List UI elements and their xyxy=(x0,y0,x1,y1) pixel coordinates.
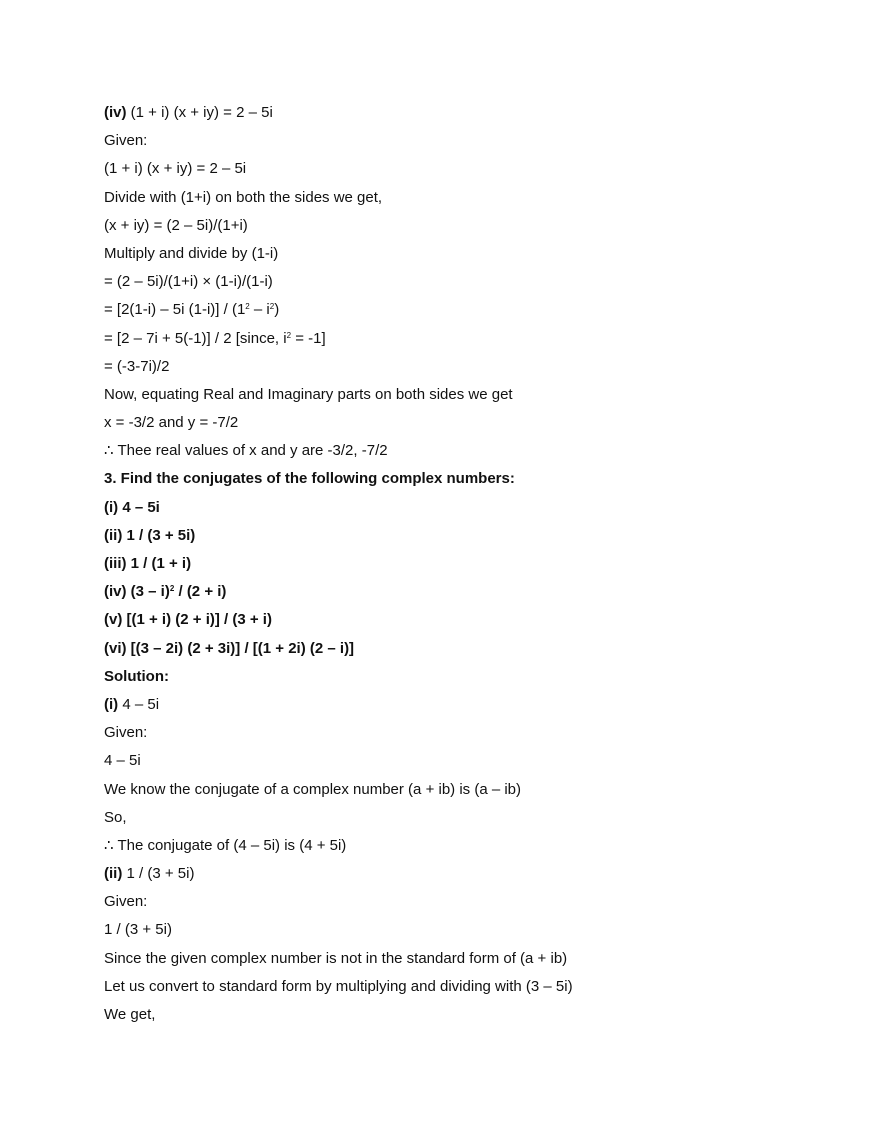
text-line xyxy=(104,327,844,355)
question-item: (v) [(1 + i) (2 + i)] / (3 + i) xyxy=(104,611,272,629)
text-line: Divide with (1+i) on both the sides we get, xyxy=(104,188,383,206)
part-label: (i) xyxy=(104,695,119,713)
question-item: (vi) [(3 – 2i) (2 + 3i)] / [(1 + 2i) (2 – i)] xyxy=(104,639,355,657)
part-label: (ii) xyxy=(104,865,123,883)
text-line: Given: xyxy=(104,132,148,150)
text-line: Multiply and divide by (1-i) xyxy=(104,244,279,262)
text-line: ∴ Thee real values of x and y are -3/2, -7/2 xyxy=(104,442,388,460)
question-heading: 3. Find the conjugates of the following complex numbers: xyxy=(104,470,515,488)
text-line: Now, equating Real and Imaginary parts on both sides we get xyxy=(104,385,513,403)
text-line: Since the given complex number is not in the standard form of (a + ib) xyxy=(104,949,568,967)
text-line: Given: xyxy=(104,893,148,911)
line-text: 1 / (3 + 5i) xyxy=(122,865,195,883)
text-line: = (2 – 5i)/(1+i) × (1-i)/(1-i) xyxy=(104,273,273,291)
text-line: We get, xyxy=(104,1006,156,1023)
line-text: / (2 + i) xyxy=(174,583,227,601)
text-line xyxy=(104,101,844,129)
document-page xyxy=(104,101,844,1031)
text-line xyxy=(104,862,844,890)
text-line: x = -3/2 and y = -7/2 xyxy=(104,414,239,432)
line-text: = -1] xyxy=(291,329,326,347)
line-text: ) xyxy=(274,301,280,319)
text-line xyxy=(104,693,844,721)
text-line: 1 / (3 + 5i) xyxy=(104,921,172,939)
question-item: (ii) 1 / (3 + 5i) xyxy=(104,526,196,544)
text-line xyxy=(104,298,844,326)
question-item xyxy=(104,580,844,608)
solution-heading: Solution: xyxy=(104,667,169,685)
text-line: Let us convert to standard form by multiplying and dividing with (3 – 5i) xyxy=(104,977,573,995)
text-line: = (-3-7i)/2 xyxy=(104,357,170,375)
line-text: (iv) (3 – i) xyxy=(104,583,170,601)
text-line: (x + iy) = (2 – 5i)/(1+i) xyxy=(104,216,248,234)
text-line: ∴ The conjugate of (4 – 5i) is (4 + 5i) xyxy=(104,836,347,854)
superscript: 2 xyxy=(286,330,292,340)
question-item: (iii) 1 / (1 + i) xyxy=(104,555,192,572)
part-label: (iv) xyxy=(104,104,127,121)
text-line: So, xyxy=(104,808,127,826)
text-line: We know the conjugate of a complex number (a + ib) is (a – ib) xyxy=(104,780,522,798)
text-line: (1 + i) (x + iy) = 2 – 5i xyxy=(104,160,247,178)
superscript: 2 xyxy=(269,302,275,312)
line-text: 4 – 5i xyxy=(118,695,160,713)
text-line: Given: xyxy=(104,724,148,742)
superscript: 2 xyxy=(169,584,175,594)
text-line: 4 – 5i xyxy=(104,752,141,770)
line-text: = [2(1-i) – 5i (1-i)] / (1 xyxy=(104,301,246,319)
question-item: (i) 4 – 5i xyxy=(104,498,160,516)
line-text: – i xyxy=(249,301,270,319)
line-text: (1 + i) (x + iy) = 2 – 5i xyxy=(126,104,273,121)
superscript: 2 xyxy=(245,302,250,312)
line-text: = [2 – 7i + 5(-1)] / 2 [since, i xyxy=(104,329,287,347)
